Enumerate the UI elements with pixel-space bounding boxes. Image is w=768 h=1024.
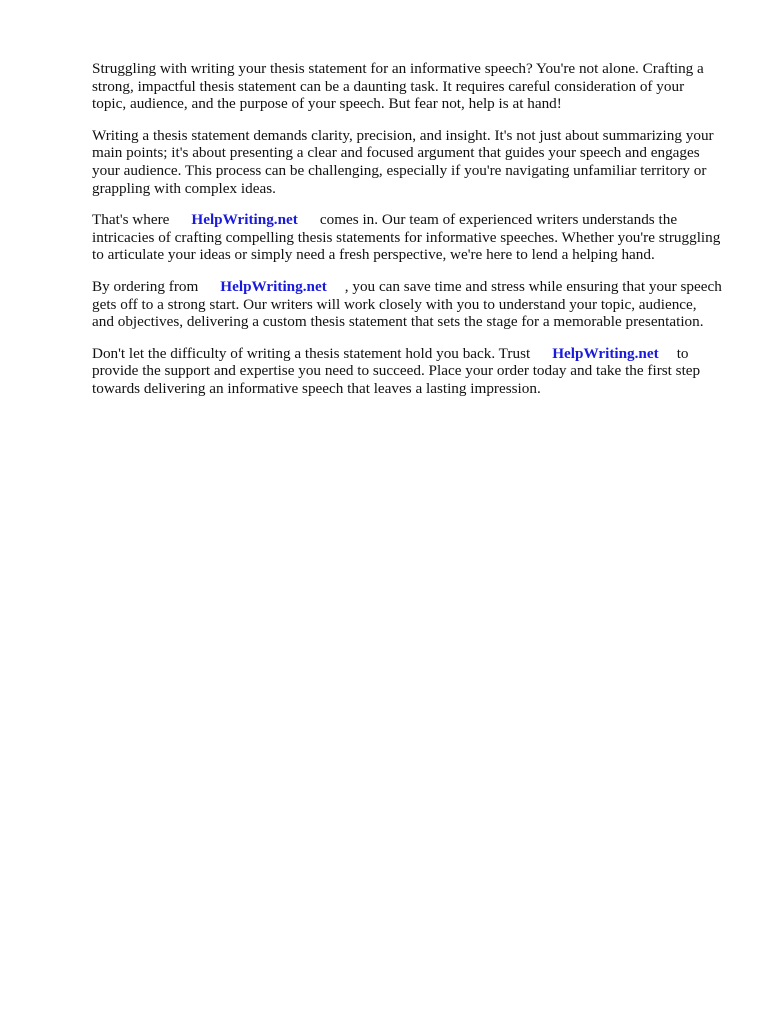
paragraph-closing-after: to provide the support and expertise you need to succeed. Place your order today and take the first step towards delivering an informative speech that leaves a lasting impression.: [92, 344, 701, 397]
paragraph-ordering-before: By ordering from: [92, 277, 199, 295]
paragraph-intro-text: Struggling with writing your thesis statement for an informative speech? You're not alone. Crafting a strong, impactful thesis statement can be a daunting task. It requires careful consideration of your topic, audience, and the purpose of your speech. But fear not, help is at hand!: [92, 60, 704, 113]
helpwriting-link[interactable]: HelpWriting.net: [220, 277, 327, 295]
paragraph-closing: [92, 345, 722, 398]
paragraph-thats-where: [92, 211, 722, 264]
paragraph-thesis-demands-text: Writing a thesis statement demands clarity, precision, and insight. It's not just about summarizing your main points; it's about presenting a clear and focused argument that guides your speech and engages your audience. This process can be challenging, especially if you're navigating unfamiliar territory or grappling with complex ideas.: [92, 126, 714, 197]
paragraph-thats-where-before: That's where: [92, 211, 170, 229]
paragraph-intro: [92, 60, 722, 113]
paragraph-closing-before: Don't let the difficulty of writing a thesis statement hold you back. Trust: [92, 344, 531, 362]
paragraph-ordering: [92, 278, 722, 331]
document-body: [92, 60, 722, 412]
paragraph-thesis-demands: [92, 127, 722, 197]
helpwriting-link[interactable]: HelpWriting.net: [552, 344, 659, 362]
paragraph-thats-where-after: comes in. Our team of experienced writers understands the intricacies of crafting compelling thesis statements for informative speeches. Whether you're struggling to articulate your ideas or simply need a fresh perspective, we're here to lend a helping hand.: [92, 211, 721, 264]
helpwriting-link[interactable]: HelpWriting.net: [191, 211, 298, 229]
paragraph-ordering-after: , you can save time and stress while ensuring that your speech gets off to a strong start. Our writers will work closely with you to understand your topic, audience, and objectives, delivering a custom thesis statement that sets the stage for a memorable presentation.: [92, 277, 722, 331]
